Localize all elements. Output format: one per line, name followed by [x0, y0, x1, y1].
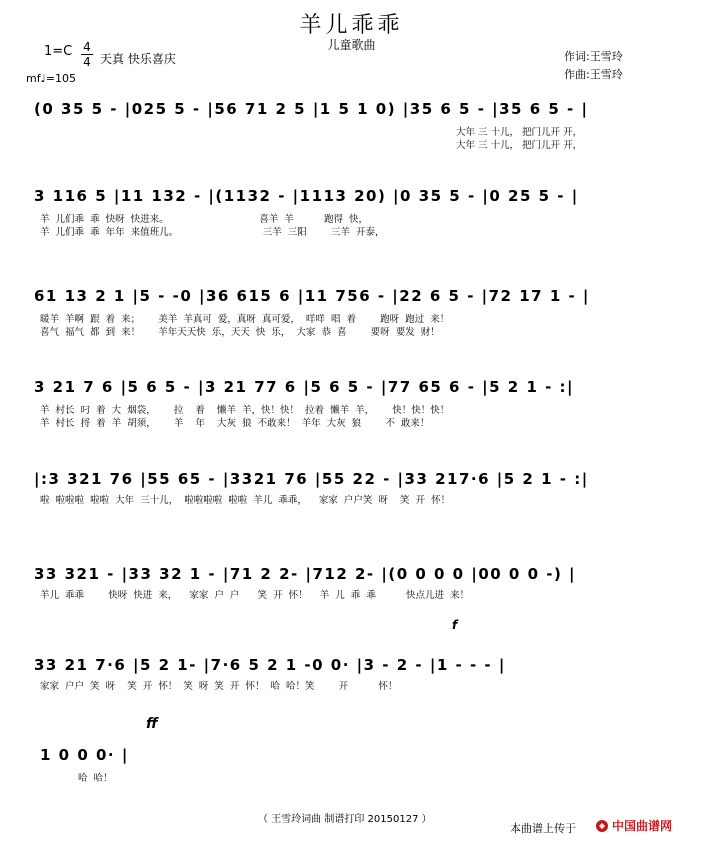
brand-logo-icon	[595, 818, 609, 832]
song-title: 羊儿乖乖	[299, 13, 404, 38]
lyricist-credit: 作词:王雪玲	[564, 50, 623, 63]
lyric-line-5-1: 啦 啦啦啦 啦啦 大年 三十儿， 啦啦啦啦 啦啦 羊儿 乖乖， 家家 户户笑 呀 笑 开 怀！	[40, 495, 451, 506]
time-signature-bottom: 4	[83, 55, 91, 69]
notation-line-8: 1 0 0 0· |	[40, 746, 129, 764]
notation-line-2: 3 116 5 |11 132 - |(1132 - |1113 20) |0 35 5 - |0 25 5 - |	[34, 187, 579, 205]
expression-marking: 天真 快乐喜庆	[100, 52, 176, 66]
lyric-line-6-1: 羊儿 乖乖 快呀 快进 来， 家家 户 户 笑 开 怀！ 羊 儿 乖 乖 快点儿进 来！	[40, 590, 470, 601]
lyric-line-2-1: 羊 儿们乖 乖 快呀 快进来。 喜羊 羊 跑得 快，	[40, 214, 369, 225]
notation-line-5: |:3 321 76 |55 65 - |3321 76 |55 22 - |33 217·6 |5 2 1 - :|	[34, 470, 589, 488]
notation-line-3: 61 13 2 1 |5 - -0 |36 615 6 |11 756 - |22 6 5 - |72 17 1 - |	[34, 287, 590, 305]
lyric-line-4-1: 羊 村长 叼 着 大 烟袋， 拉 着 懒羊 羊，快！快！ 拉着 懒羊 羊， 快！快！快！	[40, 405, 450, 416]
tempo-marking: mf♩=105	[26, 72, 76, 85]
composer-credit: 作曲:王雪玲	[564, 68, 623, 81]
key-signature: 1=C	[44, 44, 73, 59]
lyric-line-2-2: 羊 儿们乖 乖 年年 来值班儿。 三羊 三阳 三羊 开泰，	[40, 227, 385, 238]
lyric-line-3-1: 暖羊 羊啊 跟 着 来； 美羊 羊真可 爱，真呀 真可爱， 咩咩 唱 着 跑呀 跑过 来！	[40, 314, 450, 325]
notation-line-6: 33 321 - |33 32 1 - |71 2 2- |712 2- |(0 0 0 0 |00 0 0 -) |	[34, 565, 577, 583]
footer-note: （ 王雪玲词曲 制谱打印 20150127 ）	[258, 814, 432, 825]
brand-name[interactable]: 中国曲谱网	[612, 819, 673, 833]
dynamic-ff: ff	[146, 716, 158, 732]
time-signature	[80, 40, 94, 69]
time-signature-top: 4	[83, 40, 91, 54]
lyric-line-1-1: 大年 三 十儿， 把门儿开 开，	[456, 127, 583, 138]
lyric-line-4-2: 羊 村长 捋 着 羊 胡须， 羊 年 大灰 狼 不敢来！ 羊年 大灰 狼 不 敢来！	[40, 418, 430, 429]
lyric-line-7-1: 家家 户户 笑 呀 笑 开 怀！ 笑 呀 笑 开 怀！ 哈 哈！笑 开 怀！	[40, 681, 398, 692]
lyric-line-1-2: 大年 三 十儿， 把门儿开 开，	[456, 140, 583, 151]
lyric-line-8-1: 哈 哈！	[78, 773, 113, 784]
lyric-line-3-2: 喜气 福气 都 到 来！ 羊年天天快 乐，天天 快 乐， 大家 恭 喜 要呀 要发 财！	[40, 327, 440, 338]
upload-note: 本曲谱上传于	[510, 822, 576, 835]
notation-line-1: (0 35 5 - |025 5 - |56 71 2 5 |1 5 1 0) |35 6 5 - |35 6 5 - |	[34, 100, 589, 118]
notation-line-4: 3 21 7 6 |5 6 5 - |3 21 77 6 |5 6 5 - |77 65 6 - |5 2 1 - :|	[34, 378, 575, 396]
dynamic-f: f	[452, 618, 458, 632]
song-subtitle: 儿童歌曲	[327, 38, 376, 52]
notation-line-7: 33 21 7·6 |5 2 1- |7·6 5 2 1 -0 0· |3 - 2 - |1 - - - |	[34, 656, 506, 674]
